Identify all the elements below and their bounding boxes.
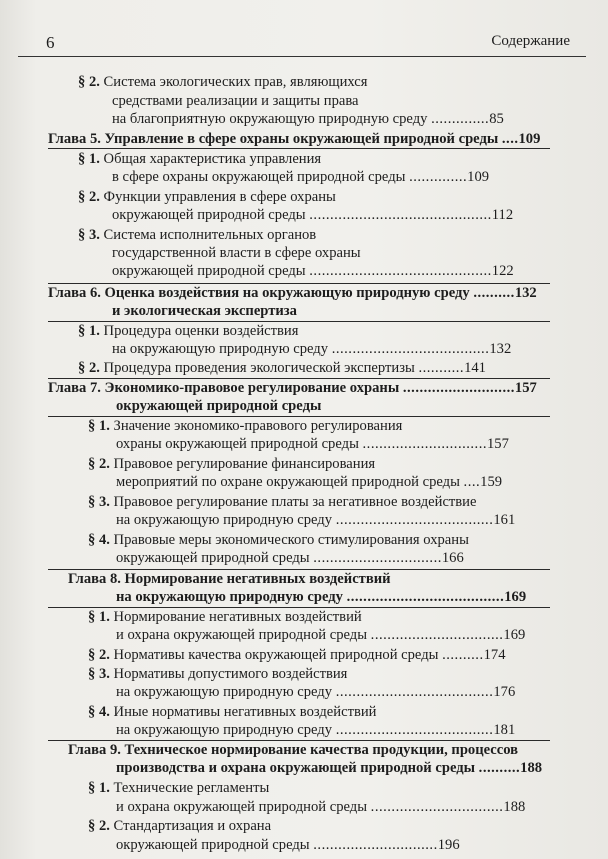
toc-chapter-line: производства и охрана окружающей природной среды ..........188	[116, 760, 543, 776]
toc-entry-section: § 1. Технические регламенты	[88, 780, 270, 796]
toc-entry-line: государственной власти в сфере охраны	[112, 244, 361, 261]
toc-entry-line: и охрана окружающей природной среды ................................169	[116, 627, 526, 644]
toc-entry-section: § 1. Общая характеристика управления	[78, 150, 322, 167]
toc-entry-section: § 3. Нормативы допустимого воздействия	[88, 666, 348, 682]
toc-entry-line: и охрана окружающей природной среды ................................188	[116, 799, 526, 815]
toc-entry-line: в сфере охраны окружающей природной среды ..............109	[112, 168, 490, 185]
toc-entry-section: § 4. Иные нормативы негативных воздействий	[88, 704, 377, 720]
divider	[48, 148, 550, 149]
toc-entry-section: § 4. Правовые меры экономического стимулирования охраны	[88, 532, 469, 549]
toc-entry-line: на окружающую природную среду ......................................176	[116, 684, 516, 701]
toc-entry-section: § 2. Правовое регулирование финансирования	[88, 456, 376, 473]
toc-chapter: Глава 6. Оценка воздействия на окружающую природную среду ..........132	[48, 284, 537, 301]
toc-entry-line: мероприятий по охране окружающей природной среды ....159	[116, 474, 503, 491]
toc-entry-section: § 2. Стандартизация и охрана	[88, 818, 272, 834]
toc-entry-line: окружающей природной среды ...............................166	[116, 550, 464, 567]
toc-entry-line: на окружающую природную среду ......................................132	[112, 340, 512, 357]
toc-entry-line: окружающей природной среды ............................................112	[112, 206, 514, 223]
toc-entry-line: средствами реализации и защиты права	[112, 93, 359, 109]
toc-entry-line: на окружающую природную среду ......................................181	[116, 722, 516, 738]
page-header	[18, 30, 586, 57]
toc-entry-section: § 1. Значение экономико-правового регулирования	[88, 418, 403, 435]
toc-chapter: Глава 9. Техническое нормирование качества продукции, процессов	[68, 741, 519, 758]
toc-entry-section: § 3. Система исполнительных органов	[78, 226, 317, 243]
toc-entry-section: § 2. Процедура проведения экологической экспертизы ...........141	[78, 359, 486, 376]
page-number: 6	[46, 33, 55, 52]
toc-entry-section: § 2. Система экологических прав, являющихся	[78, 74, 368, 90]
toc-entry-section: § 3. Правовое регулирование платы за негативное воздействие	[88, 494, 477, 511]
toc-entry-line: на благоприятную окружающую природную среду ..............85	[112, 111, 504, 128]
running-head: Содержание	[491, 33, 570, 49]
toc-entry-line: на окружающую природную среду ......................................161	[116, 512, 516, 529]
toc-chapter-line: окружающей природной среды	[116, 397, 322, 414]
toc-chapter-line: и экологическая экспертиза	[112, 302, 297, 319]
toc-entry-line: окружающей природной среды ..............................196	[116, 837, 460, 853]
toc-chapter: Глава 7. Экономико-правовое регулирование охраны ...........................157	[48, 379, 537, 396]
toc-chapter: Глава 8. Нормирование негативных воздействий	[68, 571, 391, 588]
toc-entry-section: § 1. Нормирование негативных воздействий	[88, 609, 362, 625]
toc-entry-section: § 2. Функции управления в сфере охраны	[78, 188, 336, 205]
toc-entry-line: окружающей природной среды ............................................122	[112, 262, 514, 279]
toc-entry-line: охраны окружающей природной среды ..............................157	[116, 436, 509, 453]
divider	[48, 416, 550, 417]
toc-chapter: Глава 5. Управление в сфере охраны окружающей природной среды ....109	[48, 131, 541, 147]
toc-chapter-line: на окружающую природную среду ......................................169	[116, 589, 527, 606]
toc-entry-section: § 1. Процедура оценки воздействия	[78, 322, 299, 339]
toc-entry-section: § 2. Нормативы качества окружающей природной среды ..........174	[88, 647, 506, 663]
